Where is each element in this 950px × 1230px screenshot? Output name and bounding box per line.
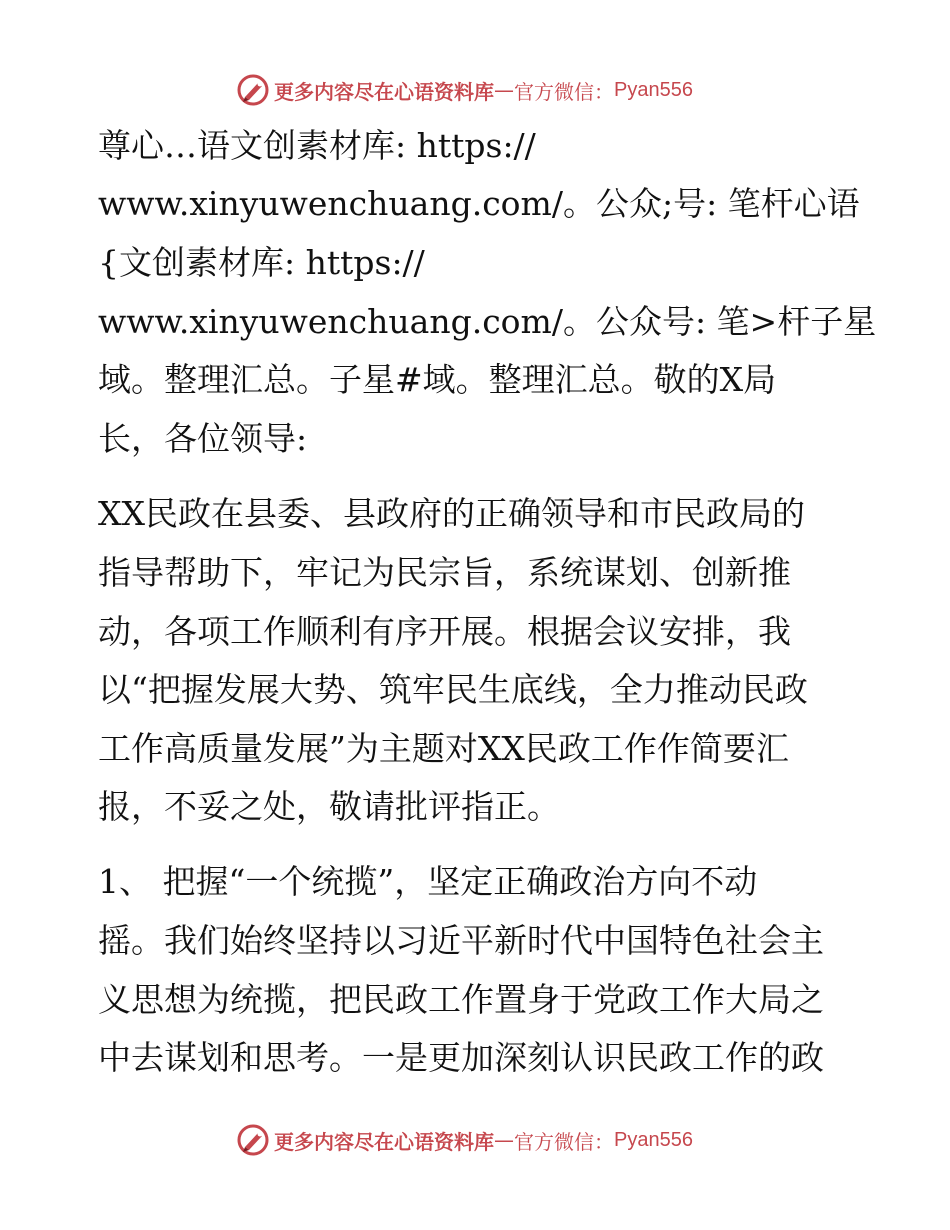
footer-banner: [0, 1120, 950, 1160]
banner-dash: —: [494, 78, 514, 102]
text-line: 尊心…语文创素材库: https://: [98, 126, 536, 165]
banner-wechat-label: 官方微信：: [514, 1129, 614, 1154]
document-body: [98, 0, 877, 1230]
text-line: www.xinyuwenchuang.com/。公众号: 笔>杆子星: [98, 302, 877, 341]
banner-title: 更多内容尽在心语资料库: [274, 79, 494, 104]
banner-dash: —: [494, 1128, 514, 1152]
text-line: 报，不妥之处，敬请批评指正。: [98, 787, 560, 826]
text-line: www.xinyuwenchuang.com/。公众;号: 笔杆心语: [98, 184, 860, 223]
text-line: 摇。我们始终坚持以习近平新时代中国特色社会主: [98, 921, 824, 960]
text-line: 指导帮助下，牢记为民宗旨，系统谋划、创新推: [98, 553, 791, 592]
banner-title: 更多内容尽在心语资料库: [274, 1129, 494, 1154]
text-line: 1、 把握“一个统揽”，坚定正确政治方向不动: [98, 862, 758, 901]
banner-content: [236, 1120, 693, 1160]
text-line: 域。整理汇总。子星#域。整理汇总。敬的X局: [98, 360, 777, 399]
text-line: 义思想为统揽，把民政工作置身于党政工作大局之: [98, 980, 824, 1019]
banner-wechat-id: Pyan556: [614, 1128, 693, 1151]
text-line: 中去谋划和思考。一是更加深刻认识民政工作的政: [98, 1038, 824, 1077]
banner-wechat-id: Pyan556: [614, 78, 693, 101]
text-line: XX民政在县委、县政府的正确领导和市民政局的: [98, 494, 805, 533]
text-line: {文创素材库: https://: [98, 243, 425, 282]
text-line: 长，各位领导:: [98, 419, 308, 458]
text-line: 以“把握发展大势、筑牢民生底线，全力推动民政: [98, 670, 808, 709]
text-line: 工作高质量发展”为主题对XX民政工作作简要汇: [98, 729, 789, 768]
text-line: 动，各项工作顺利有序开展。根据会议安排，我: [98, 612, 791, 651]
banner-wechat-label: 官方微信：: [514, 79, 614, 104]
pen-logo-icon: [236, 1123, 270, 1157]
